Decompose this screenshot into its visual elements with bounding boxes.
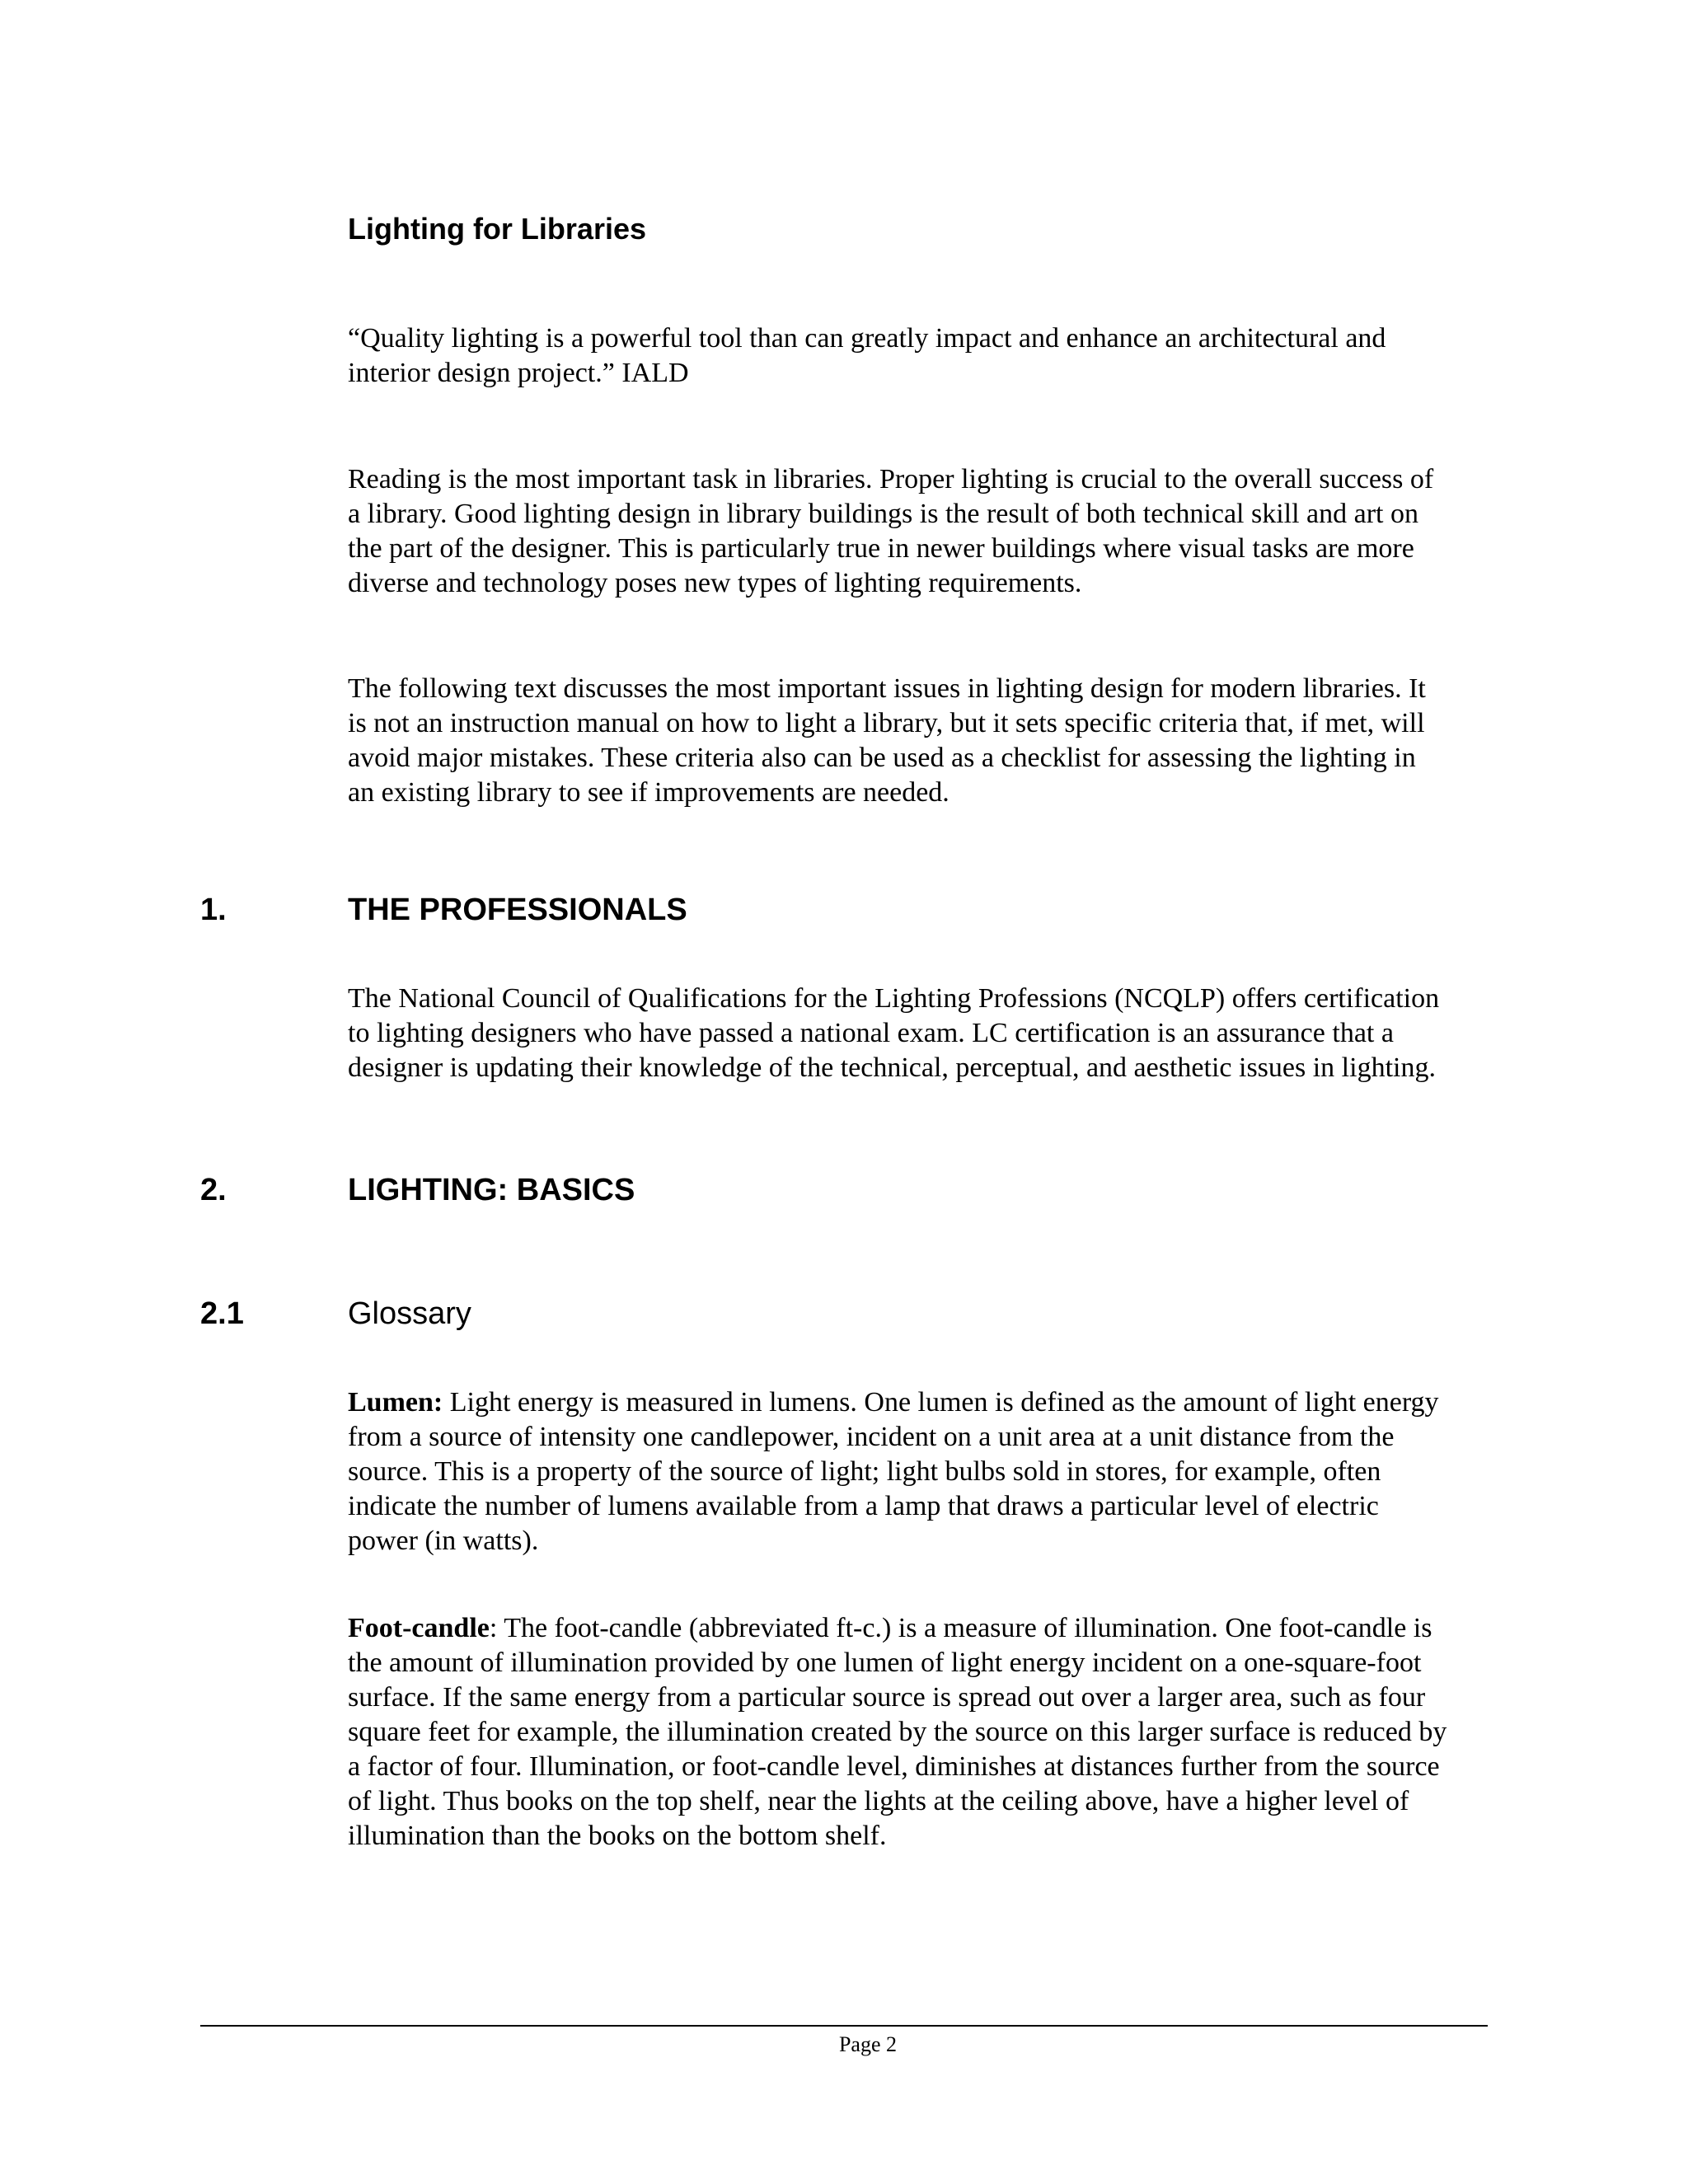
paragraph-line: designer is updating their knowledge of the technical, perceptual, and aesthetic issues in lighting. <box>348 1052 1436 1083</box>
glossary-term: Foot-candle <box>348 1613 490 1643</box>
glossary-term: Lumen: <box>348 1387 443 1418</box>
intro-paragraph-reading <box>348 462 1535 601</box>
glossary-definition-start: : The foot-candle (abbreviated ft-c.) is a measure of illumination. One foot-candle is <box>489 1613 1432 1643</box>
glossary-first-line <box>348 1385 1535 1420</box>
quote-line: interior design project.” IALD <box>348 358 689 388</box>
paragraph-line: is not an instruction manual on how to light a library, but it sets specific criteria that, if met, will <box>348 708 1425 738</box>
paragraph-line: to lighting designers who have passed a national exam. LC certification is an assurance that a <box>348 1018 1394 1048</box>
professionals-paragraph <box>348 982 1535 1085</box>
section-title-glossary: Glossary <box>348 1296 471 1331</box>
section-title-professionals: THE PROFESSIONALS <box>348 893 687 927</box>
glossary-line: of light. Thus books on the top shelf, near the lights at the ceiling above, have a higher level of <box>348 1786 1409 1816</box>
paragraph-line: a library. Good lighting design in library buildings is the result of both technical skill and art on <box>348 499 1419 529</box>
page-number: Page 2 <box>838 2032 898 2056</box>
section-number-2-1: 2.1 <box>200 1296 244 1331</box>
paragraph-line: avoid major mistakes. These criteria also can be used as a checklist for assessing the lighting in <box>348 743 1416 773</box>
paragraph-line: The following text discusses the most important issues in lighting design for modern libraries. It <box>348 673 1426 704</box>
glossary-line: the amount of illumination provided by one lumen of light energy incident on a one-square-foot <box>348 1647 1422 1678</box>
paragraph-line: The National Council of Qualifications for the Lighting Professions (NCQLP) offers certification <box>348 983 1440 1014</box>
epigraph-quote <box>348 321 1535 391</box>
glossary-line: square feet for example, the illumination created by the source on this larger surface is reduced by <box>348 1717 1447 1747</box>
glossary-line: a factor of four. Illumination, or foot-candle level, diminishes at distances further from the source <box>348 1751 1440 1782</box>
glossary-definition-start: Light energy is measured in lumens. One lumen is defined as the amount of light energy <box>443 1387 1439 1418</box>
section-number-2: 2. <box>200 1173 227 1207</box>
paragraph-line: diverse and technology poses new types of lighting requirements. <box>348 568 1082 598</box>
footer-divider <box>200 2025 1488 2027</box>
glossary-line: indicate the number of lumens available from a lamp that draws a particular level of electric <box>348 1491 1379 1521</box>
glossary-line: from a source of intensity one candlepower, incident on a unit area at a unit distance from the <box>348 1422 1395 1452</box>
section-title-lighting-basics: LIGHTING: BASICS <box>348 1173 635 1207</box>
paragraph-line: Reading is the most important task in libraries. Proper lighting is crucial to the overall success of <box>348 464 1434 494</box>
glossary-line: source. This is a property of the source of light; light bulbs sold in stores, for example, often <box>348 1456 1381 1487</box>
glossary-entry-lumen <box>348 1385 1535 1558</box>
document-title: Lighting for Libraries <box>348 212 647 246</box>
paragraph-line: an existing library to see if improvements are needed. <box>348 777 950 808</box>
intro-paragraph-following-text <box>348 672 1535 810</box>
quote-line: “Quality lighting is a powerful tool than can greatly impact and enhance an architectural and <box>348 323 1386 354</box>
glossary-line: surface. If the same energy from a particular source is spread out over a larger area, such as four <box>348 1682 1426 1713</box>
section-number-1: 1. <box>200 893 227 927</box>
glossary-line: power (in watts). <box>348 1526 539 1556</box>
glossary-first-line <box>348 1611 1535 1646</box>
glossary-line: illumination than the books on the bottom shelf. <box>348 1821 887 1851</box>
glossary-entry-foot-candle <box>348 1611 1535 1854</box>
paragraph-line: the part of the designer. This is particularly true in newer buildings where visual tasks are more <box>348 533 1414 564</box>
